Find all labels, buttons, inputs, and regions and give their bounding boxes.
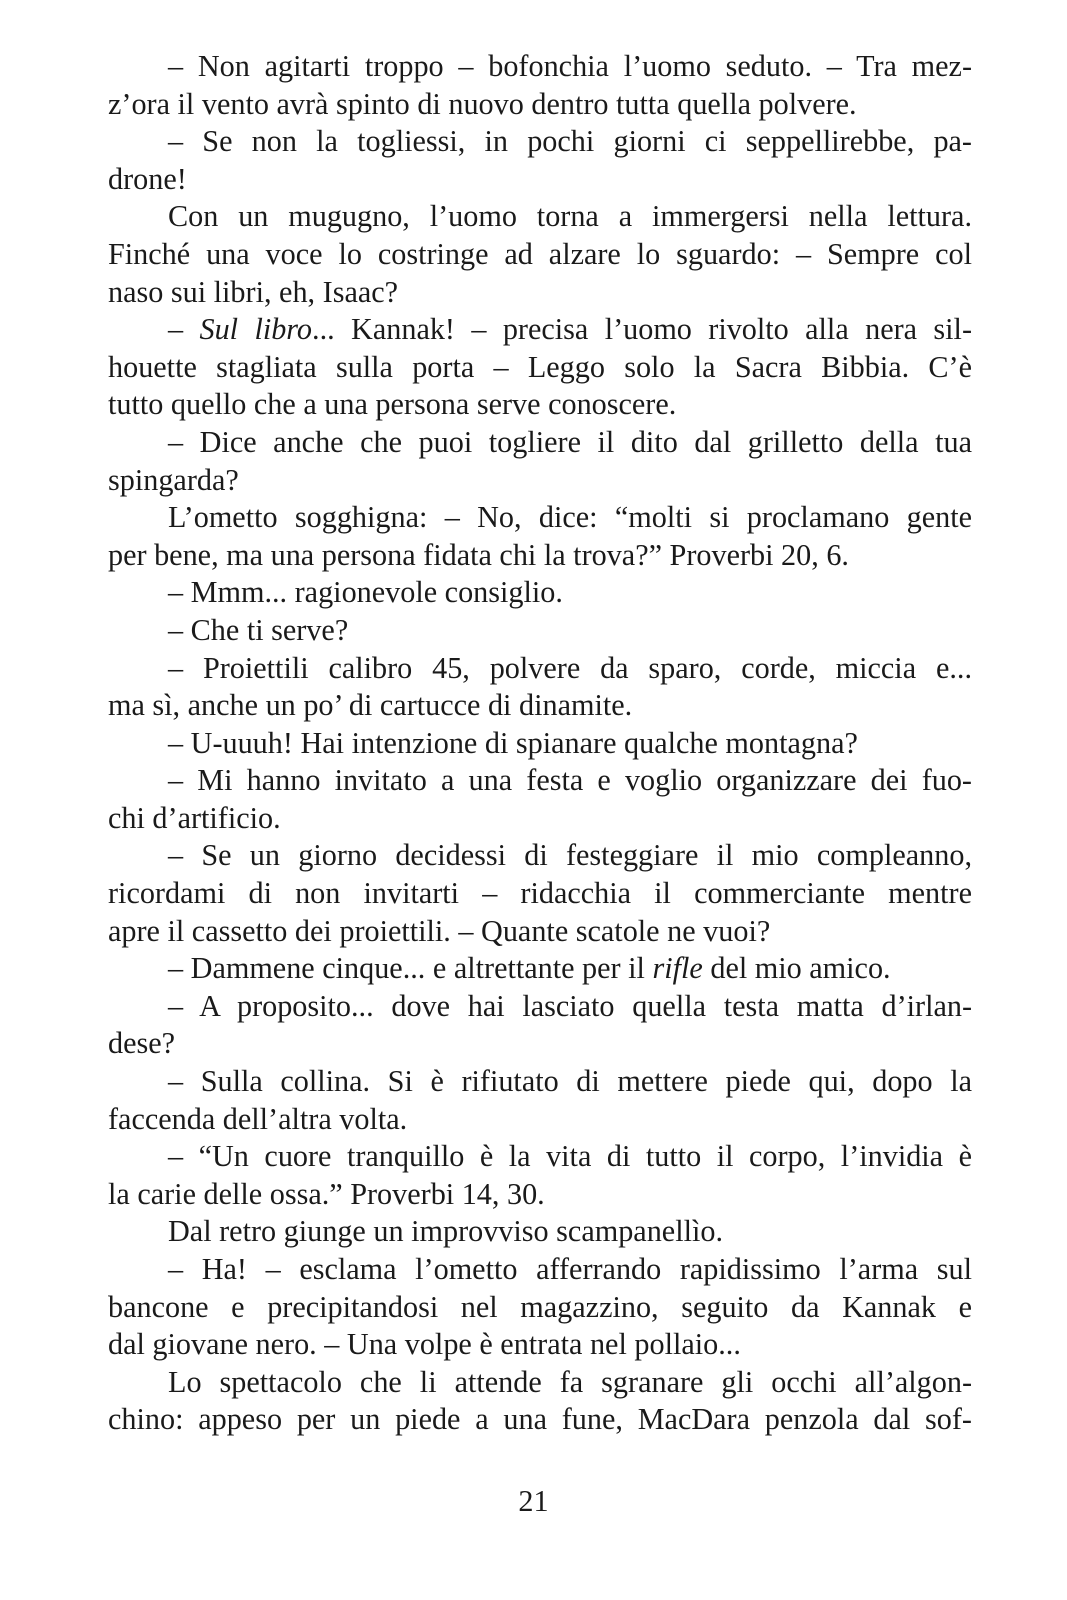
text-segment: – Dammene cinque... e altrettante per il: [168, 951, 653, 986]
text-line: drone!: [108, 161, 187, 196]
text-line: houette stagliata sulla porta – Leggo solo la Sacra Bibbia. C’è: [108, 349, 972, 384]
text-line: – Proiettili calibro 45, polvere da sparo, corde, miccia e...: [168, 650, 972, 685]
text-line: dal giovane nero. – Una volpe è entrata nel pollaio...: [108, 1327, 741, 1362]
text-line: – Dice anche che puoi togliere il dito dal grilletto della tua: [168, 424, 972, 459]
text-line: – Se un giorno decidessi di festeggiare il mio compleanno,: [168, 838, 972, 873]
text-line: dese?: [108, 1026, 176, 1061]
text-line: faccenda dell’altra volta.: [108, 1101, 408, 1136]
text-line: – “Un cuore tranquillo è la vita di tutto il corpo, l’invidia è: [168, 1139, 972, 1174]
text-segment: ... Kannak! – precisa l’uomo rivolto alla nera sil-: [312, 312, 972, 347]
text-line: spingarda?: [108, 462, 239, 497]
text-line: chino: appeso per un piede a una fune, MacDara penzola dal sof-: [108, 1402, 972, 1437]
text-line: ma sì, anche un po’ di cartucce di dinamite.: [108, 688, 633, 723]
text-line: apre il cassetto dei proiettili. – Quante scatole ne vuoi?: [108, 913, 771, 948]
text-line: – Non agitarti troppo – bofonchia l’uomo seduto. – Tra mez-: [168, 49, 972, 83]
text-line: – Se non la togliessi, in pochi giorni ci seppellirebbe, pa-: [168, 124, 972, 159]
page-number: 21: [518, 1484, 549, 1518]
page-body: [108, 48, 972, 1439]
text-line: naso sui libri, eh, Isaac?: [108, 274, 399, 309]
text-line: la carie delle ossa.” Proverbi 14, 30.: [108, 1176, 545, 1211]
text-line: – Mi hanno invitato a una festa e voglio organizzare dei fuo-: [168, 763, 972, 798]
text-block: [108, 48, 972, 1439]
text-segment: del mio amico.: [702, 951, 891, 986]
text-line: Finché una voce lo costringe ad alzare lo sguardo: – Sempre col: [108, 236, 972, 271]
text-line: L’ometto sogghigna: – No, dice: “molti si proclamano gente: [168, 500, 972, 535]
text-line: bancone e precipitandosi nel magazzino, seguito da Kannak e: [108, 1289, 972, 1324]
text-line: – A proposito... dove hai lasciato quella testa matta d’irlan-: [168, 988, 972, 1023]
text-line: ricordami di non invitarti – ridacchia il commerciante mentre: [108, 876, 972, 911]
text-line: – Mmm... ragionevole consiglio.: [168, 575, 563, 610]
text-line: per bene, ma una persona fidata chi la trova?” Proverbi 20, 6.: [108, 537, 849, 572]
text-line: – U-uuuh! Hai intenzione di spianare qualche montagna?: [168, 725, 858, 760]
text-line: – Sulla collina. Si è rifiutato di mettere piede qui, dopo la: [168, 1064, 972, 1099]
text-line: [108, 311, 972, 349]
text-line: z’ora il vento avrà spinto di nuovo dentro tutta quella polvere.: [108, 86, 857, 121]
text-segment: –: [168, 312, 200, 347]
text-line: Lo spettacolo che li attende fa sgranare gli occhi all’algon-: [168, 1364, 972, 1399]
text-line: Dal retro giunge un improvviso scampanellìo.: [168, 1214, 723, 1249]
text-line: chi d’artificio.: [108, 800, 281, 835]
text-line: – Ha! – esclama l’ometto afferrando rapidissimo l’arma sul: [168, 1252, 972, 1286]
text-line: [108, 950, 972, 988]
italic-segment: rifle: [652, 951, 703, 986]
text-line: tutto quello che a una persona serve conoscere.: [108, 387, 677, 422]
text-line: Con un mugugno, l’uomo torna a immergersi nella lettura.: [168, 199, 972, 234]
italic-segment: Sul libro: [199, 312, 313, 347]
text-line: – Che ti serve?: [168, 612, 349, 647]
